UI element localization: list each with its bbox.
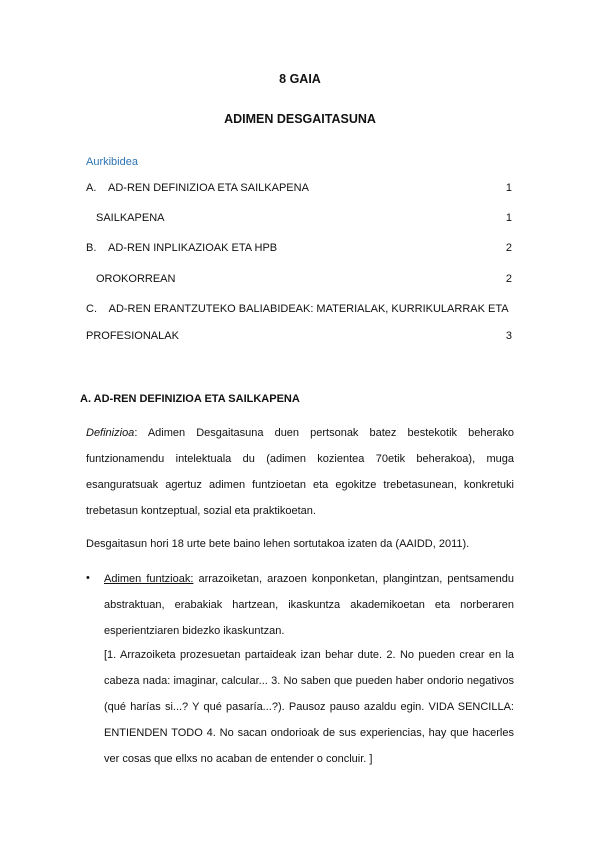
- toc-entry-b[interactable]: B. AD-REN INPLIKAZIOAK ETA HPB: [86, 242, 278, 254]
- toc-entry-a[interactable]: A. AD-REN DEFINIZIOA ETA SAILKAPENA: [86, 182, 309, 194]
- bullet-marker: •: [86, 572, 90, 584]
- toc-heading: Aurkibidea: [86, 156, 138, 168]
- definition-label: Definizioa: [86, 427, 135, 439]
- bullet-paragraph: [104, 566, 514, 644]
- toc-page-c: 3: [505, 330, 512, 342]
- toc-entry-c-cont[interactable]: PROFESIONALAK: [86, 330, 179, 342]
- toc-page-a: 1: [505, 182, 512, 194]
- toc-entry-sailkapena[interactable]: SAILKAPENA: [96, 212, 165, 224]
- document-title: ADIMEN DESGAITASUNA: [224, 112, 376, 126]
- section-a-heading: A. AD-REN DEFINIZIOA ETA SAILKAPENA: [80, 393, 300, 405]
- toc-page-orokorrean: 2: [505, 273, 512, 285]
- definition-paragraph: [86, 420, 514, 524]
- bullet-term: Adimen funtzioak:: [104, 573, 194, 585]
- onset-paragraph: Desgaitasun hori 18 urte bete baino lehen sortutakoa izaten da (AAIDD, 2011).: [86, 538, 470, 550]
- toc-entry-orokorrean[interactable]: OROKORREAN: [96, 273, 176, 285]
- toc-page-b: 2: [505, 242, 512, 254]
- chapter-title: 8 GAIA: [279, 72, 321, 86]
- toc-page-sailkapena: 1: [505, 212, 512, 224]
- bullet-text: arrazoiketan, arazoen konponketan, plangintzan, pentsamendu abstraktuan, erabakiak hartzean, ikaskuntza akademikoetan eta norberaren esperientziaren bidezko ikaskuntzan.: [104, 573, 514, 637]
- note-paragraph: [1. Arrazoiketa prozesuetan partaideak izan behar dute. 2. No pueden crear en la cabeza nada: imaginar, calcular... 3. No saben que pueden haber ondorio negativos (qué harías si...? Y qué pasaría...?). Pausoz pauso azaldu egin. VIDA SENCILLA: ENTIENDEN TODO 4. No sacan ondorioak de sus experiencias, hay que hacerles ver cosas que ellxs no acaban de entender o concluir. ]: [104, 649, 514, 765]
- definition-text: : Adimen Desgaitasuna duen pertsonak batez bestekotik beherako funtzionamendu intelektuala du (adimen kozientea 70etik beherakoa), muga esanguratsuak agertuz adimen funtzioetan eta egokitze trebetasunean, konkretuki trebetasun kontzeptual, sozial eta praktikoetan.: [86, 427, 514, 517]
- toc-entry-c[interactable]: C. AD-REN ERANTZUTEKO BALIABIDEAK: MATERIALAK, KURRIKULARRAK ETA: [86, 303, 509, 315]
